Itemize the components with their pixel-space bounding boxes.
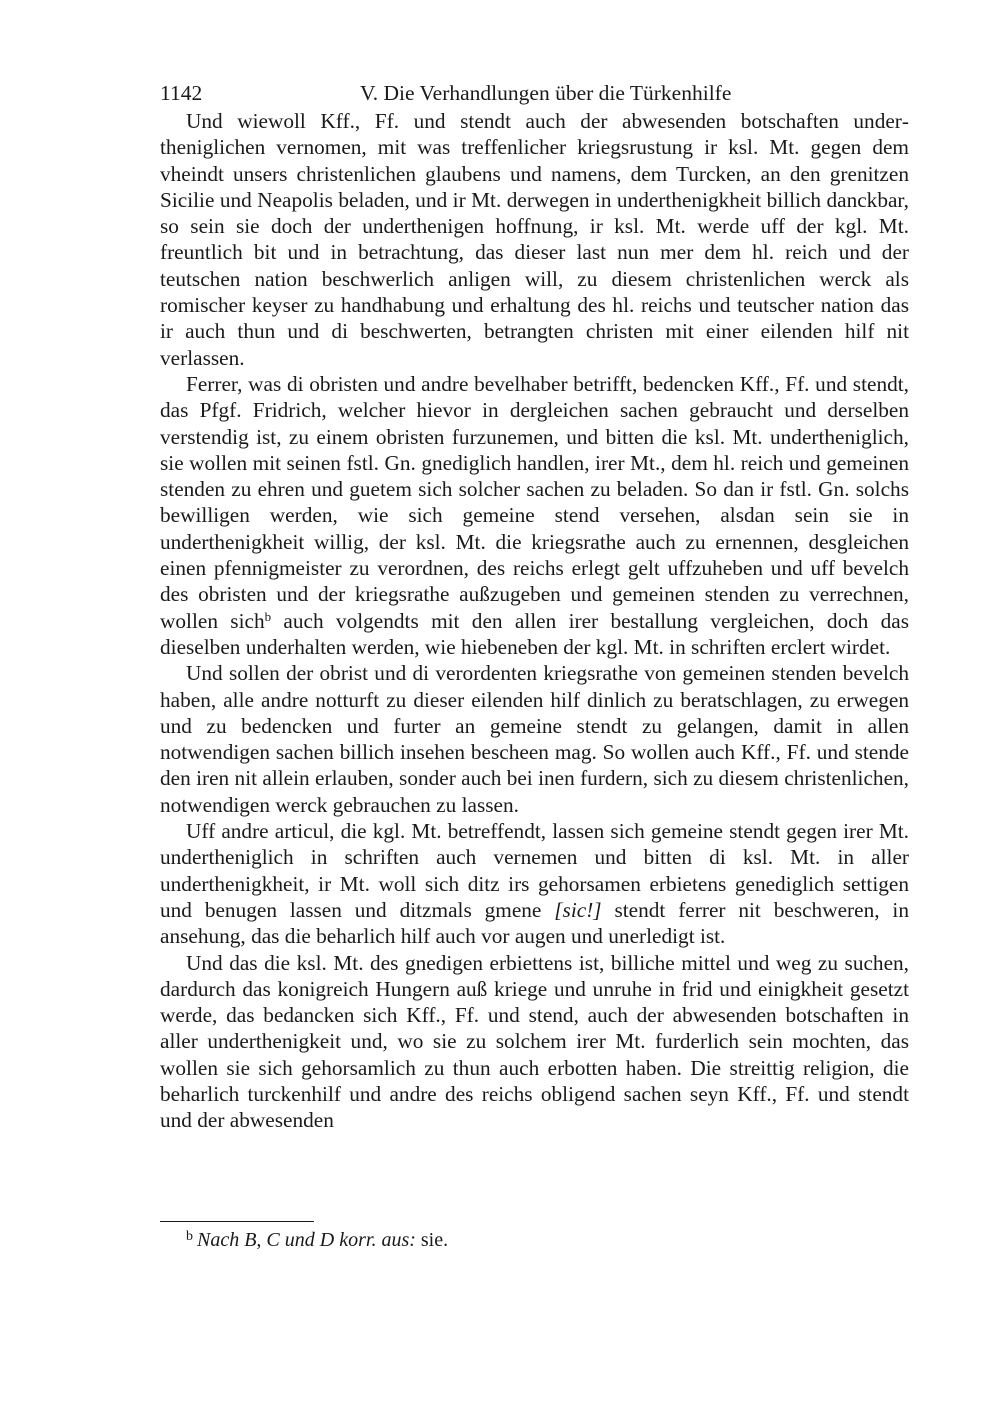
running-head bbox=[160, 78, 909, 108]
paragraph-2 bbox=[160, 371, 909, 660]
sic-annotation: [sic!] bbox=[554, 897, 602, 922]
paragraph-1: Und wiewoll Kff., Ff. und stendt auch der abwesenden botschaften undertheniglichen vernomen, mit was treffenlicher kriegsrustung ir ksl. Mt. gegen dem vheindt unsers christenlichen glaubens und namens, dem Turcken, an den grenitzen Sicilie und Neapolis beladen, und ir Mt. derwegen in underthenigkheit billich danckbar, so sein sie doch der underthenigen hoffnung, ir ksl. Mt. werde uff der kgl. Mt. freuntlich bit und in betrachtung, das dieser last nun mer dem hl. reich und der teutschen nation beschwerlich anligen will, zu diesem christenlichen werck als romischer keyser zu handhabung und erhaltung des hl. reichs und teutscher nation das ir auch thun und di beschwerten, betrangten christen mit einer eilenden hilf nit verlassen. bbox=[160, 109, 909, 370]
paragraph-4-text-a: Uff andre articul, die kgl. Mt. betreffendt, lassen sich gemeine stendt gegen irer Mt. undertheniglich in schriften auch vernemen und bitten di ksl. Mt. in aller underthenigkheit, ir Mt. woll sich ditz irs gehorsamen erbietens genediglich settigen und benugen lassen und ditzmals gmene bbox=[160, 819, 909, 922]
body-text bbox=[160, 108, 909, 1134]
page-content bbox=[160, 78, 909, 1134]
footnote-italic-text: Nach B, C und D korr. aus: bbox=[197, 1229, 416, 1251]
footnote-mark: b bbox=[186, 1229, 193, 1244]
paragraph-2-text-b: auch volgendts mit den allen irer bestallung vergleichen, doch das dieselben underhalten werden, wie hiebeneben der kgl. Mt. in schriften erclert wirdet. bbox=[160, 608, 909, 659]
page-number: 1142 bbox=[160, 81, 203, 105]
running-title: V. Die Verhandlungen über die Türkenhilfe bbox=[360, 81, 732, 105]
paragraph-3: Und sollen der obrist und di verordenten kriegsrathe von gemeinen stenden bevelch haben, alle andre notturft zu dieser eilenden hilf dinlich zu beratschlagen, zu erwegen und zu bedencken und furter an gemeine stendt zu gelangen, damit in allen notwendigen sachen billich insehen bescheen mag. So wollen auch Kff., Ff. und stende den iren nit allein erlauben, sonder auch bei inen furdern, sich zu diesem christenlichen, notwendigen werck gebrauchen zu lassen. bbox=[160, 661, 909, 817]
footnote-rule bbox=[160, 1221, 314, 1222]
footnote-b bbox=[186, 1226, 448, 1254]
paragraph-4-text-b: stendt ferrer nit beschweren, in ansehung, das die beharlich hilf auch vor augen und unerledigt ist. bbox=[160, 897, 909, 949]
footnote-text: sie. bbox=[415, 1229, 449, 1251]
paragraph-2-text-a: Ferrer, was di obristen und andre bevelhaber betrifft, bedencken Kff., Ff. und stendt, das Pfgf. Fridrich, welcher hievor in dergleichen sachen gebraucht und derselben verstendig ist, zu einem obristen furzunemen, und bitten die ksl. Mt. undertheniglich, sie wollen mit seinen fstl. Gn. gnediglich handlen, irer Mt., dem hl. reich und gemeinen stenden zu ehren und guetem sich solcher sachen zu beladen. So dan ir fstl. Gn. solchs bewilligen werden, wie sich gemeine stend versehen, alsdan sein sie in underthenigkheit willig, der ksl. Mt. die kriegsrathe auch zu ernennen, desgleichen einen pfennigmeister zu verordnen, des reichs erlegt gelt uffzuheben und uff bevelch des obristen und der kriegsrathe außzugeben und gemeinen stenden zu verrechnen, wollen sich bbox=[160, 371, 909, 633]
paragraph-4 bbox=[160, 818, 909, 949]
footnote-reference-b: b bbox=[264, 608, 272, 624]
paragraph-5: Und das die ksl. Mt. des gnedigen erbiettens ist, billiche mittel und weg zu suchen, dardurch das konigreich Hungern auß kriege und unruhe in frid und einigkheit gesetzt werde, das bedancken sich Kff., Ff. und stend, auch der abwesenden botschaften in aller underthenigkeit und, wo sie zu solchem irer Mt. furderlich sein mochten, das wollen sie sich gehorsamlich zu thun auch erbotten haben. Die streittig religion, die beharlich turckenhilf und andre des reichs obligend sachen seyn Kff., Ff. und stendt und der abwesenden bbox=[160, 950, 909, 1133]
